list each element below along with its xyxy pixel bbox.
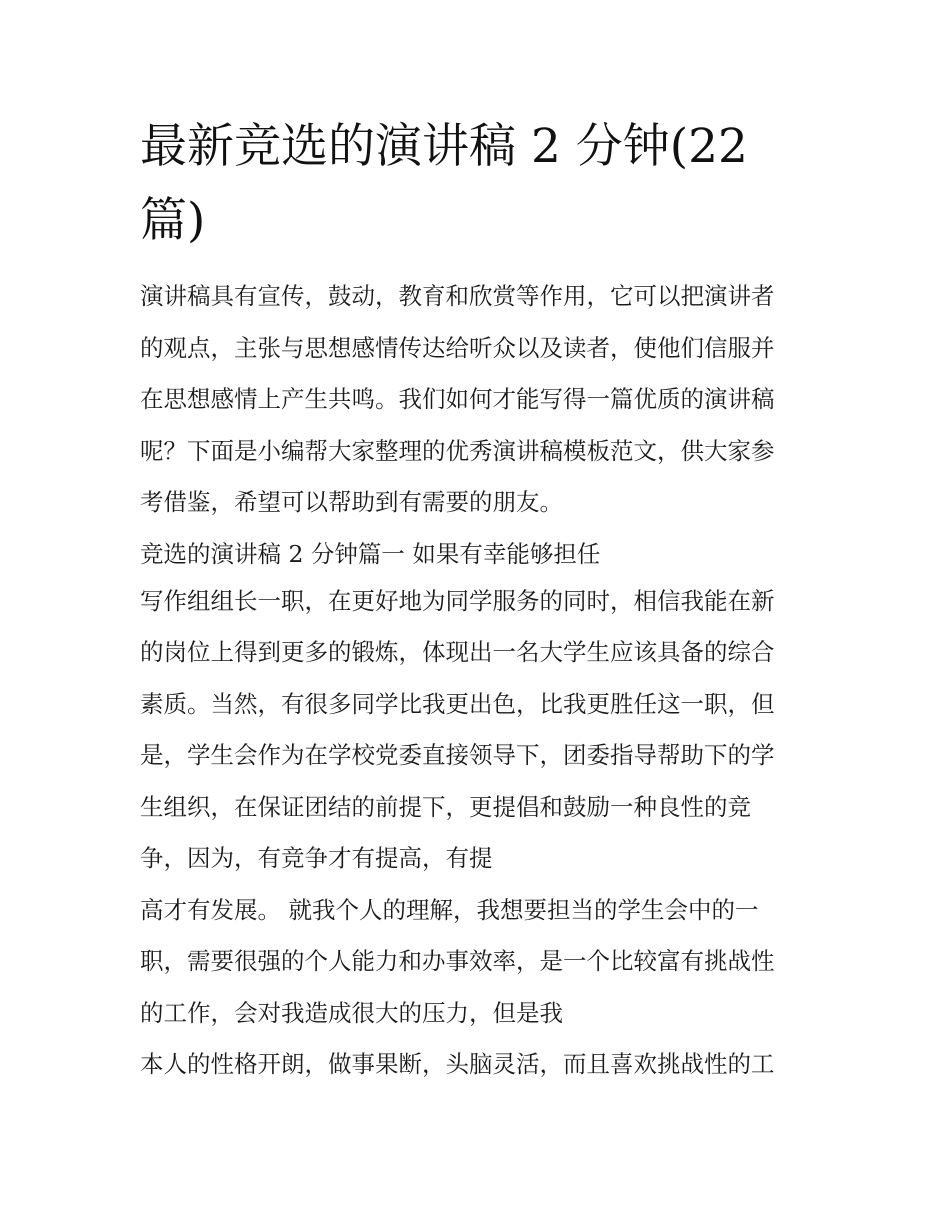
- body-line-12: 争，因为，有竞争才有提高，有提: [140, 844, 493, 872]
- body-line-15: 的工作，会对我造成很大的压力，但是我: [140, 998, 563, 1027]
- body-line-8: 的岗位上得到更多的锻炼，体现出一名大学生应该具备的综合: [140, 638, 775, 666]
- body-line-5: 考借鉴，希望可以帮助到有需要的朋友。: [140, 488, 563, 516]
- document-body: [140, 271, 820, 1091]
- title-line-1: 最新竞选的演讲稿 2 分钟(22: [140, 119, 748, 174]
- body-line-13: 高才有发展。 就我个人的理解，我想要担当的学生会中的一: [140, 895, 759, 924]
- body-line-9: 素质。当然，有很多同学比我更出色，比我更胜任这一职，但: [140, 689, 775, 718]
- body-line-7: 写作组组长一职，在更好地为同学服务的同时，相信我能在新: [140, 586, 775, 615]
- body-line-4: 呢？下面是小编帮大家整理的优秀演讲稿模板范文，供大家参: [140, 436, 775, 465]
- body-line-2: 的观点，主张与思想感情传达给听众以及读者，使他们信服并: [140, 333, 775, 362]
- body-line-10: 是，学生会作为在学校党委直接领导下，团委指导帮助下的学: [140, 741, 775, 769]
- body-line-3: 在思想感情上产生共鸣。我们如何才能写得一篇优质的演讲稿: [140, 385, 775, 413]
- document-title: [140, 110, 820, 258]
- body-line-16: 本人的性格开朗，做事果断，头脑灵活，而且喜欢挑战性的工: [140, 1050, 775, 1078]
- section-heading-line: 竞选的演讲稿 2 分钟篇一 如果有幸能够担任: [140, 539, 601, 568]
- body-line-14: 职，需要很强的个人能力和办事效率，是一个比较富有挑战性: [140, 947, 775, 975]
- body-line-11: 生组织，在保证团结的前提下，更提倡和鼓励一种良性的竞: [140, 792, 751, 821]
- body-line-1: 演讲稿具有宣传，鼓动，教育和欣赏等作用，它可以把演讲者: [140, 282, 775, 310]
- title-line-2: 篇): [140, 193, 206, 248]
